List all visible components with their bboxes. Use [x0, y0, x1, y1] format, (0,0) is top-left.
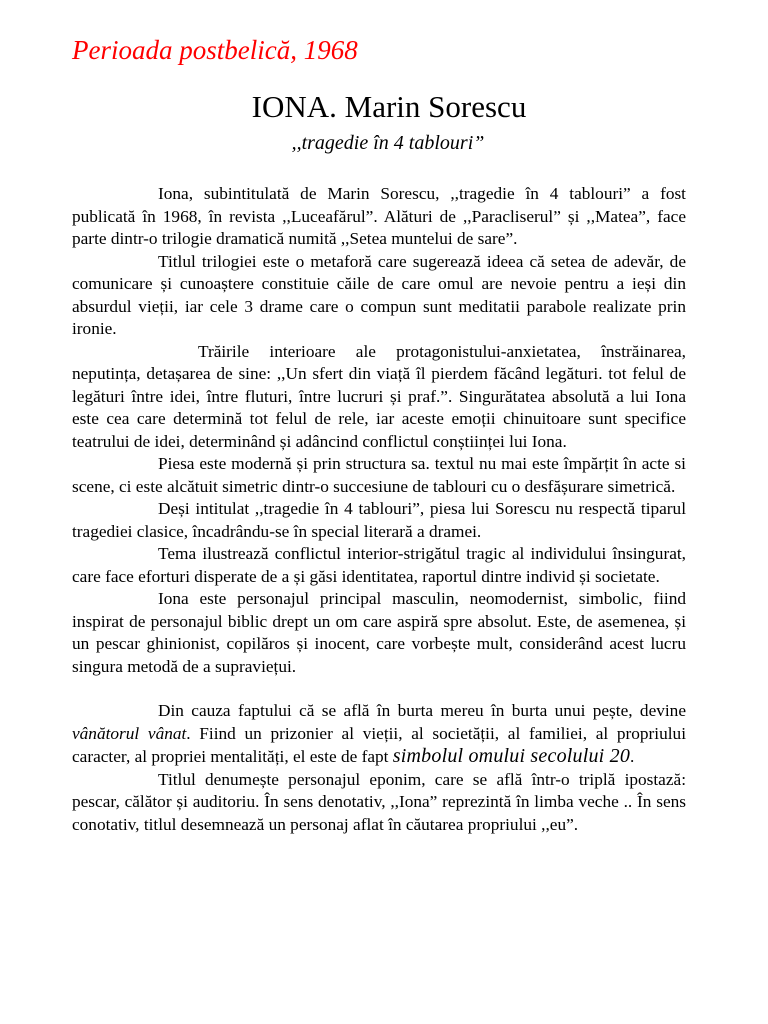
paragraph-symbol — [72, 700, 686, 769]
paragraph-symbol-text-3: . — [630, 747, 635, 766]
paragraph-symbol-text-1: Din cauza faptului că se află în burta mereu în burta unui pește, devine — [158, 701, 686, 720]
paragraph-character: Iona este personajul principal masculin, neomodernist, simbolic, fiind inspirat de personajul biblic drept un om care aspiră spre absolut. Este, de asemenea, și un pescar ghinionist, copilăros și inocent, care vorbește mult, considerând acest lucru singura metodă de a supraviețui. — [72, 589, 686, 676]
paragraph-symbol-text-2: . Fiind un prizonier al vieții, al societății, al familiei, al propriului caracter, al propriei mentalități, el este de fapt — [72, 723, 686, 766]
paragraph-symbol-emphasis: simbolul omului secolului 20 — [392, 745, 631, 767]
document-subtitle: ,,tragedie în 4 tablouri” — [291, 132, 485, 154]
paragraph-title-denotation: Titlul denumește personajul eponim, care se află într-o triplă ipostază: pescar, călător și auditoriu. În sens denotativ, ,,Iona” reprezintă în limba veche .. În sens conotativ, titlul desemnează un personaj aflat în căutarea propriului ,,eu”. — [72, 769, 686, 834]
paragraph-genre: Deși intitulat ,,tragedie în 4 tablouri”, piesa lui Sorescu nu respectă tiparul tragediei clasice, încadrându-se în special literară a dramei. — [72, 499, 686, 541]
paragraph-title-meaning: Titlul trilogiei este o metaforă care sugerează ideea că setea de adevăr, de comunicare și cunoaștere constituie căile de care omul are nevoie pentru a ieși din absurdul vieții, iar cele 3 drame care o compun sunt meditatii parabole realizate prin ironie. — [72, 251, 686, 338]
paragraph-inner-feelings: Trăirile interioare ale protagonistului-anxietatea, înstrăinarea, neputința, detașarea de sine: ,,Un sfert din viață îl pierdem făcând legături. tot felul de legături între idei, între fluturi, între lucruri și praf.”. Singurătatea absolută a lui Iona este cea care determină tot felul de rele, iar aceste emoții chinuitoare sunt specifice teatrului de idei, determinând și adâncind conflictul conștiinței lui Iona. — [72, 341, 686, 451]
document-title: IONA. Marin Sorescu — [251, 89, 527, 124]
paragraph-intro: Iona, subintitulată de Marin Sorescu, ,,tragedie în 4 tablouri” a fost publicată în 1968, în revista ,,Luceafărul”. Alături de ,,Paracliserul” și ,,Matea”, face parte dintr-o trilogie dramatică numită ,,Setea muntelui de sare”. — [72, 184, 686, 248]
section-header: Perioada postbelică, 1968 — [72, 35, 358, 65]
body-text — [72, 183, 686, 836]
paragraph-symbol-italic: vânătorul vânat — [72, 723, 187, 743]
paragraph-structure: Piesa este modernă și prin structura sa. textul nu mai este împărțit în acte si scene, ci este alcătuit simetric dintr-o succesiune de tablouri cu o desfășurare simetrică. — [72, 454, 686, 496]
paragraph-theme: Tema ilustrează conflictul interior-strigătul tragic al individului însingurat, care face eforturi disperate de a și găsi identitatea, raportul dintre individ și societate. — [72, 544, 686, 586]
